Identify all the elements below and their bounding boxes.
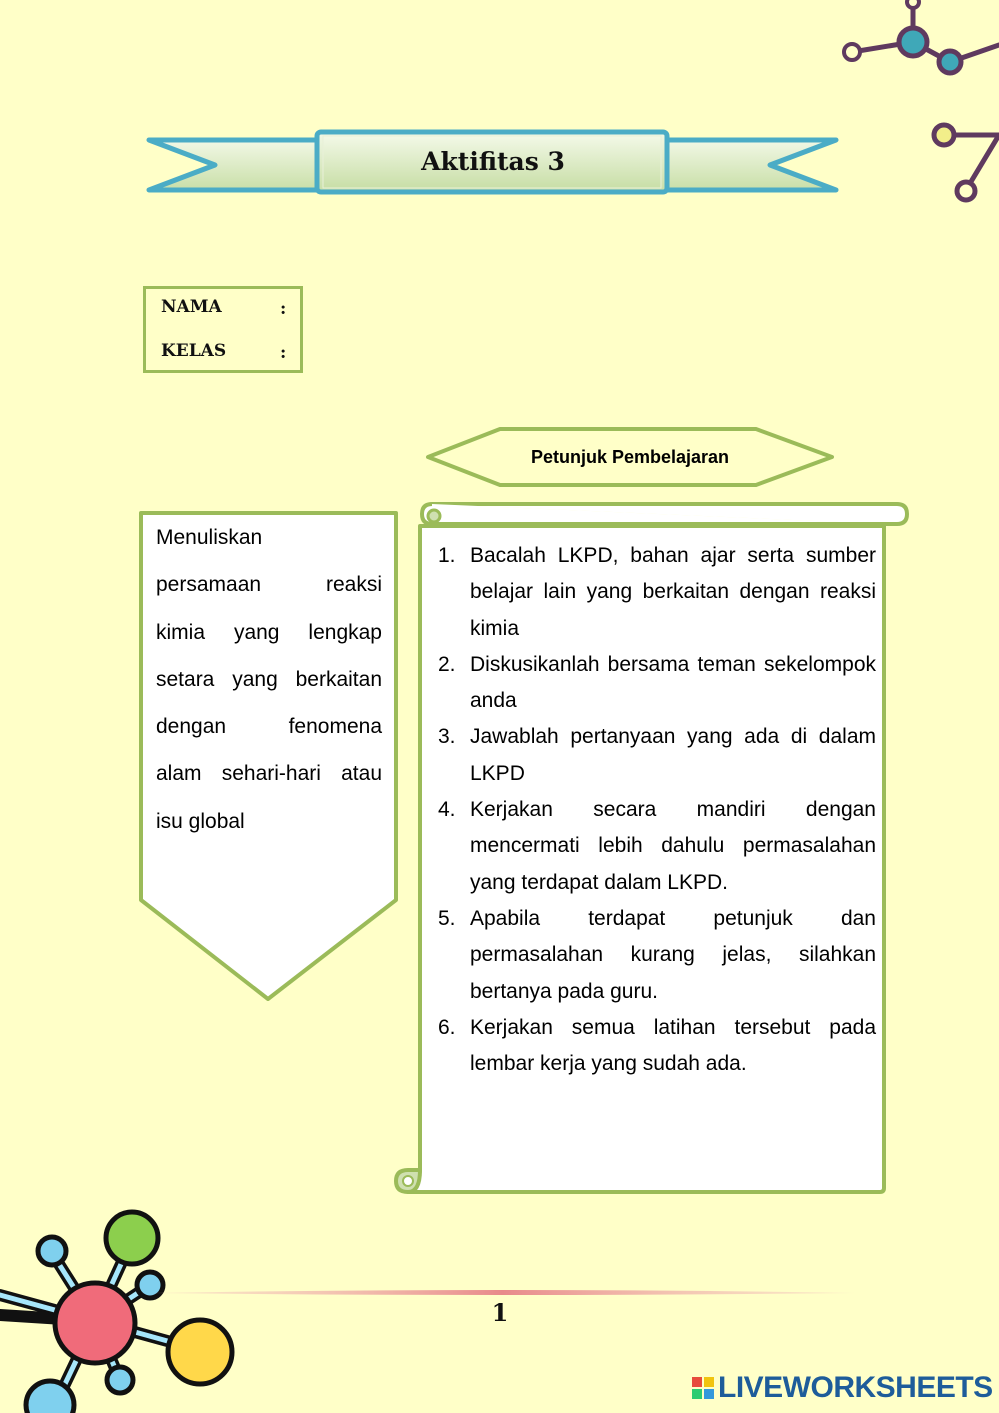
objective-line: kimia yang lengkap [156, 620, 382, 644]
list-item-text: Bacalah LKPD, bahan ajar serta sumber belajar lain yang berkaitan dengan reaksi kimia [470, 544, 876, 640]
class-label: KELAS [161, 341, 227, 361]
brand-text: LIVEWORKSHEETS [718, 1371, 993, 1404]
list-item-number: 6. [438, 1015, 456, 1039]
liveworksheets-brand[interactable] [692, 1371, 993, 1405]
list-item-number: 1. [438, 544, 456, 567]
objective-line: setara yang berkaitan [156, 667, 382, 691]
instructions-header: Petunjuk Pembelajaran [530, 446, 730, 467]
objective-text [156, 514, 382, 845]
list-item-text: Kerjakan secara mandiri dengan mencermati lebih dahulu permasalahan yang terdapat dalam LKPD. [470, 798, 876, 894]
list-item-number: 4. [438, 798, 456, 822]
list-item-text: Jawablah pertanyaan yang ada di dalam LKPD [470, 725, 876, 785]
name-separator: : [280, 299, 287, 319]
class-separator: : [280, 343, 287, 363]
list-item [438, 1010, 876, 1083]
list-item-number: 3. [438, 725, 456, 749]
liveworksheets-logo-icon [692, 1377, 714, 1399]
objective-line: isu global [156, 809, 245, 833]
objective-line: alam sehari-hari atau [156, 762, 382, 786]
objective-line: Menuliskan [156, 526, 263, 549]
list-item-number: 2. [438, 652, 456, 676]
molecule-top-right-icon [830, 0, 999, 210]
instructions-list [438, 538, 876, 1082]
name-label: NAMA [161, 297, 222, 317]
list-item [438, 647, 876, 720]
list-item-text: Apabila terdapat petunjuk dan permasalahan kurang jelas, silahkan bertanya pada guru. [470, 906, 876, 1003]
page-number: 1 [491, 1298, 509, 1327]
list-item [438, 719, 876, 792]
list-item-text: Diskusikanlah bersama teman sekelompok anda [470, 652, 876, 713]
list-item-number: 5. [438, 906, 456, 930]
objective-line: persamaan reaksi [156, 573, 382, 597]
list-item [438, 901, 876, 1010]
list-item [438, 538, 876, 647]
molecule-bottom-left-icon [0, 1205, 240, 1413]
list-item [438, 792, 876, 901]
list-item-text: Kerjakan semua latihan tersebut pada lembar kerja yang sudah ada. [470, 1015, 876, 1076]
objective-line: dengan fenomena [156, 715, 382, 739]
page-title: Aktifitas 3 [421, 146, 565, 176]
identity-box [143, 286, 303, 373]
